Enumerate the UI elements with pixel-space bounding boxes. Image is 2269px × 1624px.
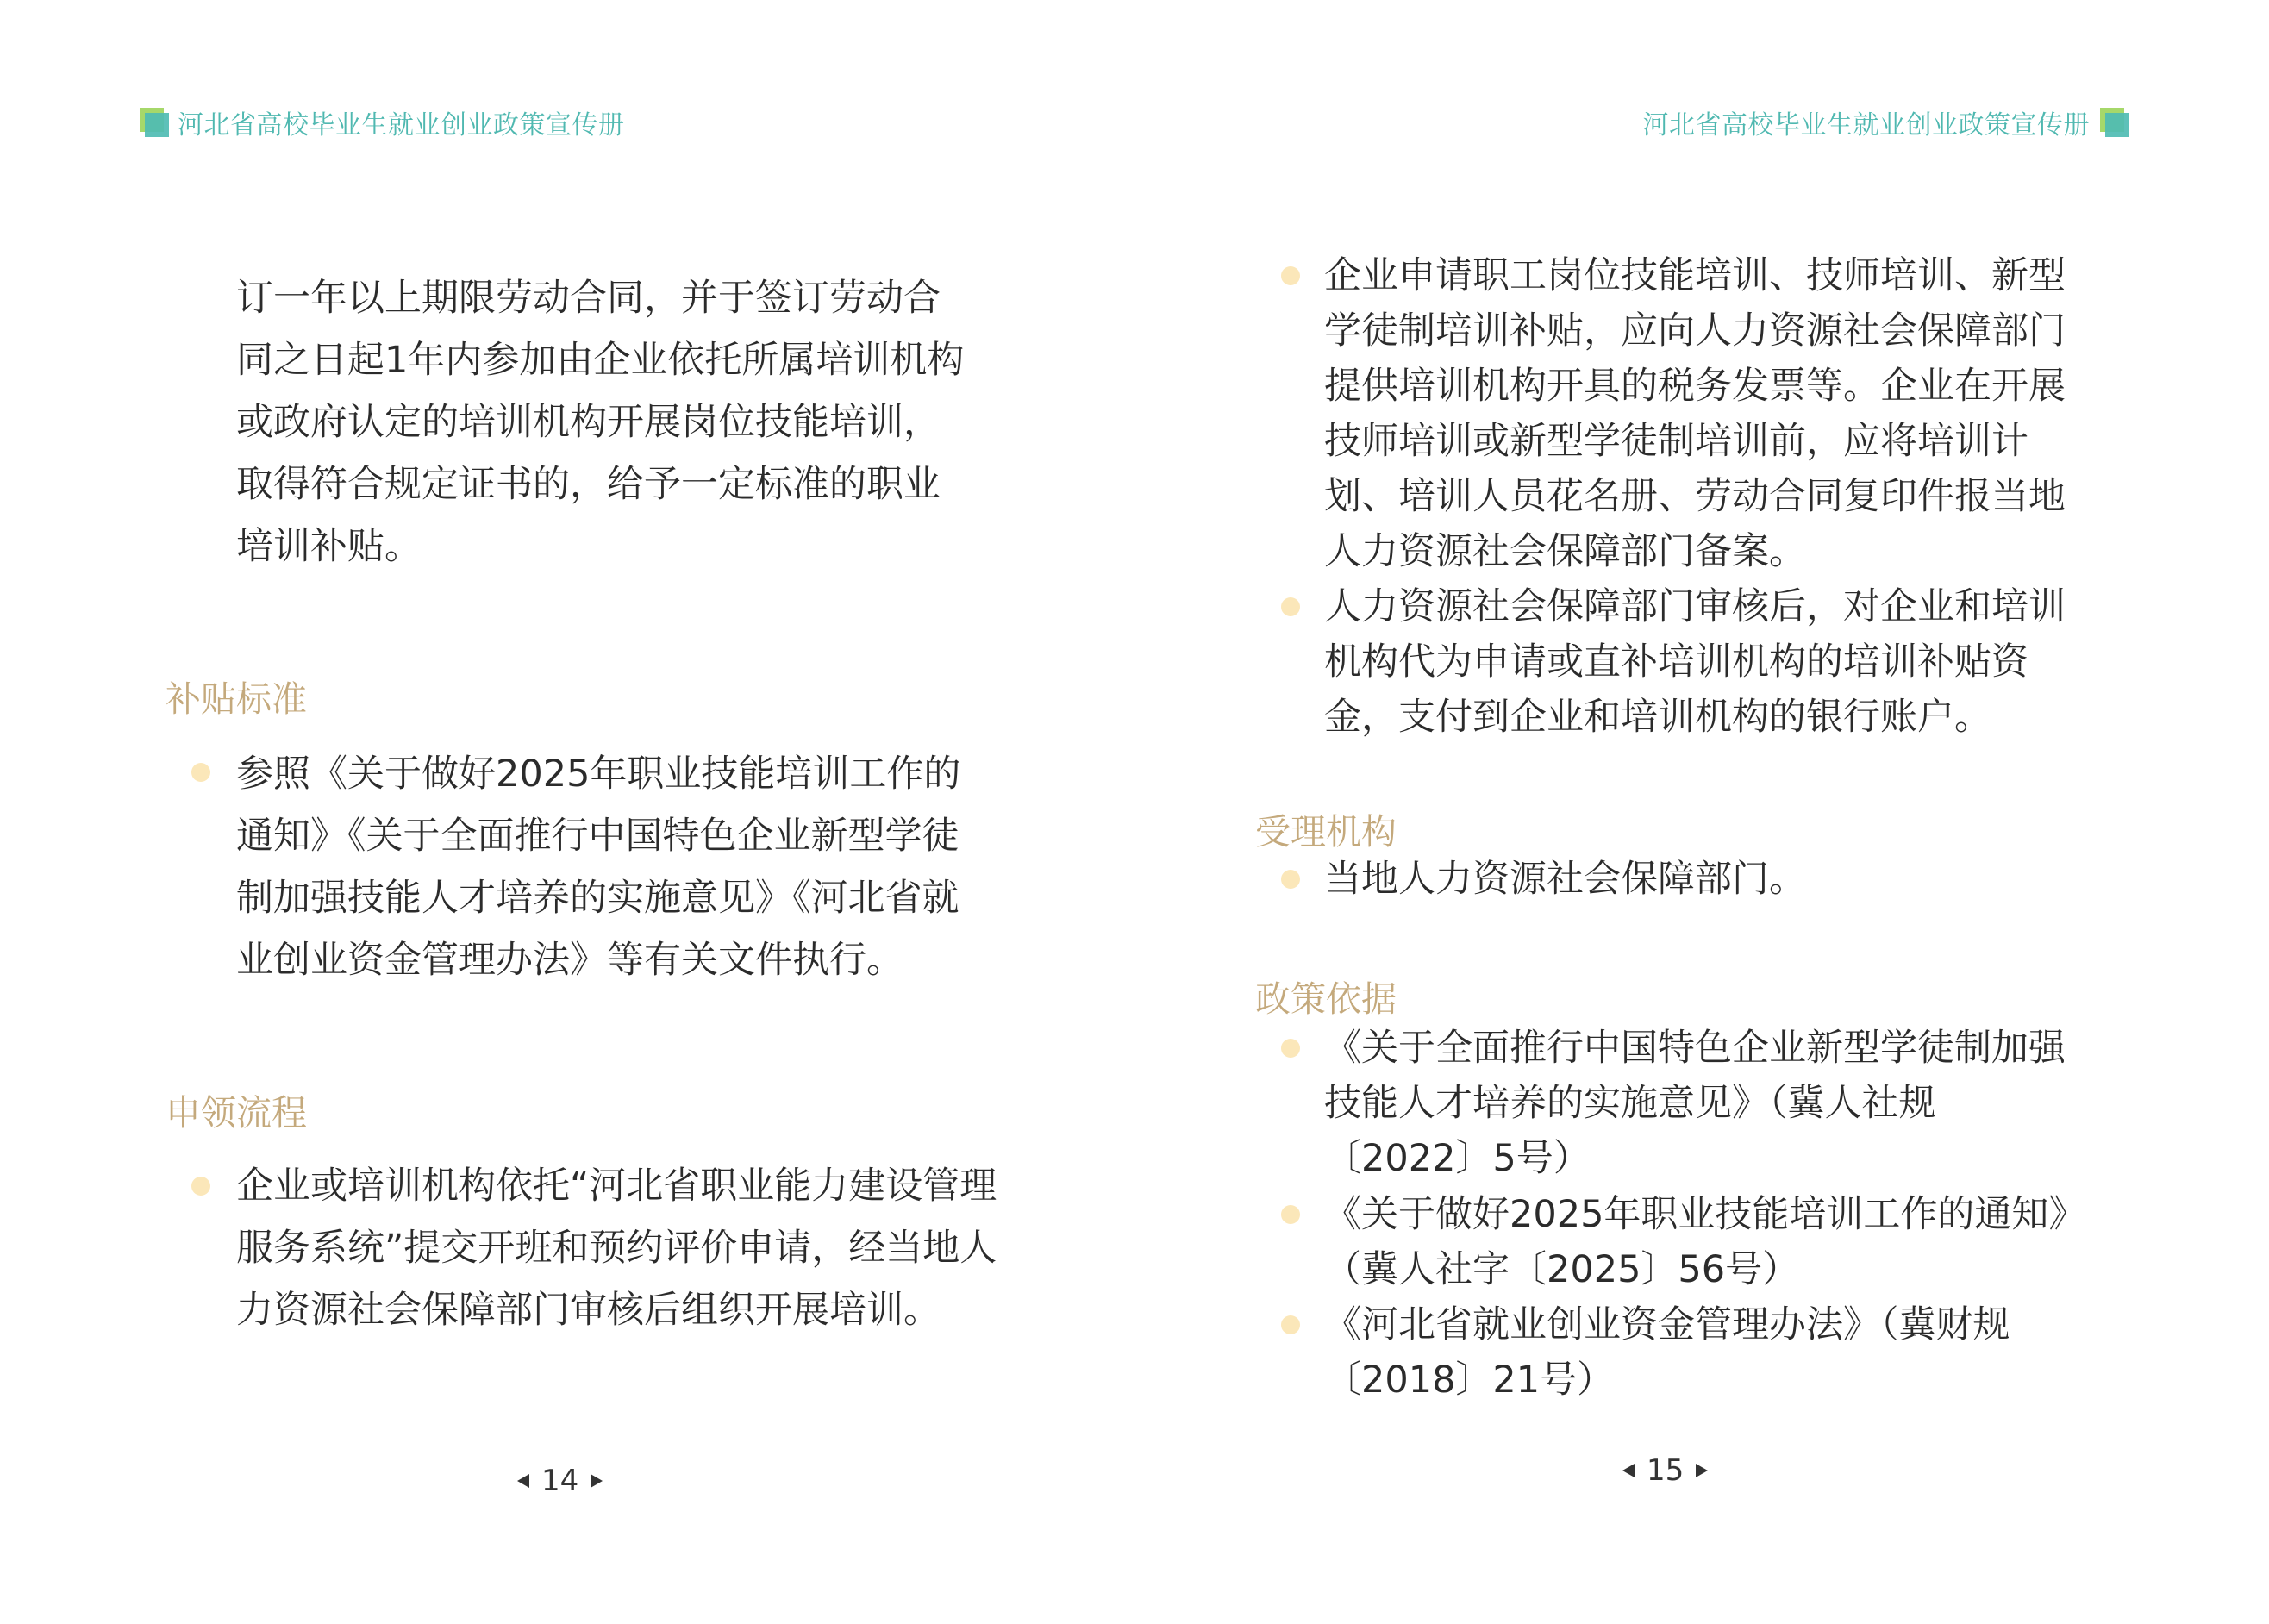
triangle-left-icon bbox=[1622, 1464, 1635, 1477]
item-line: 制加强技能人才培养的实施意见》《河北省就 bbox=[236, 877, 959, 920]
intro-line: 培训补贴。 bbox=[236, 525, 422, 568]
item-line: 当地人力资源社会保障部门。 bbox=[1324, 858, 1806, 901]
section-heading-subsidy-standard: 补贴标准 bbox=[166, 678, 307, 720]
right-item-2 bbox=[1324, 579, 2066, 745]
application-process-item bbox=[236, 1155, 997, 1341]
bullet-icon bbox=[1281, 597, 1300, 616]
page-number-text: 14 bbox=[541, 1464, 579, 1498]
item-line: 金，支付到企业和培训机构的银行账户。 bbox=[1324, 696, 1991, 739]
intro-paragraph bbox=[236, 267, 964, 578]
header-left-title: 河北省高校毕业生就业创业政策宣传册 bbox=[178, 110, 625, 141]
triangle-left-icon bbox=[517, 1474, 529, 1488]
item-line: 服务系统”提交开班和预约评价申请，经当地人 bbox=[236, 1227, 997, 1270]
item-line: 提供培训机构开具的税务发票等。企业在开展 bbox=[1324, 365, 2066, 408]
item-line: 通知》《关于全面推行中国特色企业新型学徒 bbox=[236, 815, 959, 858]
item-line: 《关于做好2025年职业技能培训工作的通知》 bbox=[1324, 1193, 2086, 1236]
policy-basis-item-1 bbox=[1324, 1021, 2066, 1186]
right-item-1 bbox=[1324, 248, 2066, 579]
page-number-text: 15 bbox=[1647, 1453, 1685, 1488]
bullet-icon bbox=[1281, 266, 1300, 285]
header-right bbox=[1643, 100, 2130, 145]
policy-basis-item-2 bbox=[1324, 1187, 2085, 1297]
section-heading-policy-basis: 政策依据 bbox=[1255, 978, 1397, 1020]
header-left bbox=[140, 100, 625, 145]
item-line: 《河北省就业创业资金管理办法》（冀财规 bbox=[1324, 1303, 2010, 1346]
page-number-left bbox=[517, 1464, 603, 1498]
item-line: 技能人才培养的实施意见》（冀人社规 bbox=[1324, 1082, 1936, 1125]
triangle-right-icon bbox=[591, 1474, 603, 1488]
item-line: 力资源社会保障部门审核后组织开展培训。 bbox=[236, 1289, 941, 1332]
intro-line: 订一年以上期限劳动合同，并于签订劳动合 bbox=[236, 277, 941, 320]
item-line: （冀人社字〔2025〕56号） bbox=[1324, 1248, 1800, 1291]
bullet-icon bbox=[1281, 1315, 1300, 1334]
agency-item bbox=[1324, 852, 1806, 907]
item-line: 企业或培训机构依托“河北省职业能力建设管理 bbox=[236, 1165, 997, 1208]
section-heading-agency: 受理机构 bbox=[1255, 811, 1397, 853]
item-line: 〔2018〕21号） bbox=[1324, 1359, 1615, 1402]
item-line: 机构代为申请或直补培训机构的培训补贴资 bbox=[1324, 640, 2028, 684]
section-heading-application-process: 申领流程 bbox=[166, 1092, 307, 1134]
item-line: 人力资源社会保障部门备案。 bbox=[1324, 530, 1806, 573]
item-line: 〔2022〕5号） bbox=[1324, 1137, 1591, 1180]
bullet-icon bbox=[1281, 1039, 1300, 1058]
triangle-right-icon bbox=[1696, 1464, 1708, 1477]
page-number-right bbox=[1622, 1453, 1708, 1488]
bullet-icon bbox=[1281, 1205, 1300, 1224]
intro-line: 或政府认定的培训机构开展岗位技能培训， bbox=[236, 401, 941, 444]
bullet-icon bbox=[191, 763, 210, 782]
item-line: 企业申请职工岗位技能培训、技师培训、新型 bbox=[1324, 254, 2066, 297]
policy-basis-item-3 bbox=[1324, 1297, 2010, 1408]
header-right-title: 河北省高校毕业生就业创业政策宣传册 bbox=[1642, 110, 2090, 141]
intro-line: 取得符合规定证书的，给予一定标准的职业 bbox=[236, 463, 941, 506]
item-line: 划、培训人员花名册、劳动合同复印件报当地 bbox=[1324, 475, 2066, 518]
intro-line: 同之日起1年内参加由企业依托所属培训机构 bbox=[236, 339, 965, 382]
subsidy-standard-item bbox=[236, 743, 960, 991]
logo-icon bbox=[2100, 108, 2129, 137]
item-line: 人力资源社会保障部门审核后，对企业和培训 bbox=[1324, 585, 2066, 628]
bullet-icon bbox=[191, 1177, 210, 1196]
item-line: 《关于全面推行中国特色企业新型学徒制加强 bbox=[1324, 1027, 2066, 1070]
item-line: 技师培训或新型学徒制培训前，应将培训计 bbox=[1324, 420, 2028, 463]
item-line: 参照《关于做好2025年职业技能培训工作的 bbox=[236, 753, 961, 796]
logo-icon bbox=[140, 108, 169, 137]
item-line: 学徒制培训补贴，应向人力资源社会保障部门 bbox=[1324, 309, 2066, 353]
item-line: 业创业资金管理办法》等有关文件执行。 bbox=[236, 939, 903, 982]
bullet-icon bbox=[1281, 870, 1300, 889]
